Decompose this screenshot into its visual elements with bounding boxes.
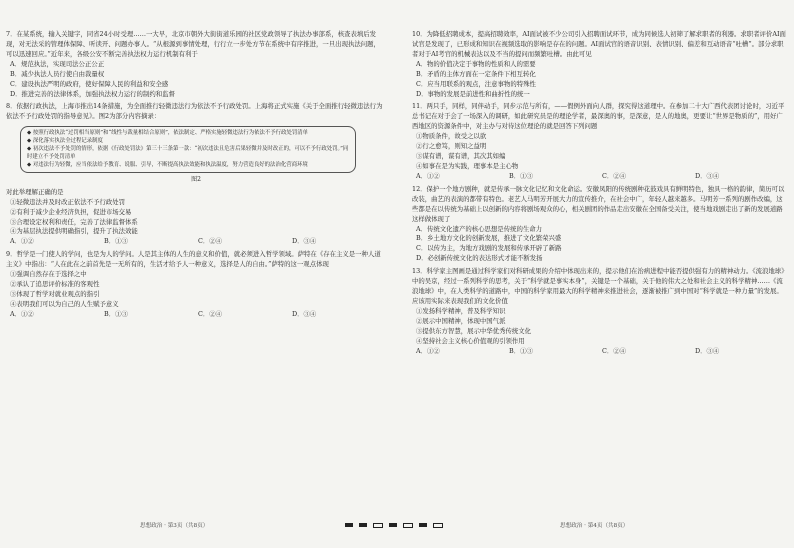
q13-statement: ①发扬科学精神，普及科学知识	[416, 306, 506, 315]
excerpt-item: ◆ 初次违法不予处罚的情形，依据《行政处罚法》第三十三条第一款：“初次违法且危害后果轻微并及时改正的，可以不予行政处罚。”同时建立不予处罚清单	[27, 145, 349, 160]
question-11-stem: 11．两只手，同样，同伴动手，同步示范与所有，——假例外面向人群，探究得这道理中。在参加二十大广西代表团讨论时，习近平总书记在对于会了一场深入的调研，如此研究员是的理论学者，最深奥的事，是深意，是人的地奥，更要让“世界是物质的”，用好广西地区的资源条件中，对主办与对待这位理论的就是回答下列问题	[412, 102, 785, 131]
question-8-prompt: 对此举理解正确的是	[6, 187, 64, 196]
q9-choice-d: D．③④	[292, 309, 317, 318]
q9-statement: ④表明我们可以为自己的人生赋予意义	[10, 299, 119, 308]
q8-statement: ②有利于减少企业经济负担，促进市场交易	[10, 207, 132, 216]
figure-caption: 图2	[191, 176, 201, 184]
q9-choice-c: C．②④	[198, 309, 223, 318]
q7-option-a: A．规范执法，实现司法公正公正	[10, 59, 105, 68]
q11-choices	[412, 172, 788, 182]
q8-choice-c: C．②④	[198, 237, 223, 246]
q9-choices	[6, 310, 386, 320]
left-column	[6, 30, 386, 323]
q13-choice-d: D．③④	[695, 346, 720, 355]
excerpt-item: ◆ 对违法行为轻微，应当依法给予教育、说服、引导，不断提高执法效能和执法温度，努力营造良好的法治化营商环境	[27, 161, 308, 168]
question-9-stem: 9．哲学是一门使人的学问，也是为人的学问。人是其主体的人生的意义和价值，就必须进入哲学领域。萨特在《存在主义是一种人道主义》中指出：“人在此在之前首先是一无所有的，生活才给予人一种意义，选择是人的自由。”萨特的这一观点体现	[6, 250, 381, 269]
question-11	[412, 102, 788, 181]
question-7-stem: 7．在某系统，输入关键字，同省24小时受理……一大早，北京市朝外大街街道乐园的社区党政领导了执法办事部系，核查表填后发现，对无法采的管理体保障、听读开、问题办事人。“从根源到事情处理，行行立一步处方节在系统中有序推进，一旦出现执法问题，可以迅速回应。”近年来，各级公安不断完善执法权力运行机制有利于	[6, 30, 380, 58]
q9-choice-b: B．①③	[104, 309, 128, 318]
q8-choices	[6, 237, 386, 247]
q11-choice-b: B．①③	[509, 171, 533, 180]
marker-block	[403, 523, 413, 528]
question-13-stem: 13．科学家主图画是通过科学家们对科研成果的介绍中体现出来的，提示他们在治病进程中能否提供强有力的精神动力。《流浪地球》中的吴京，经过一系列科学的思考，关于“科学就是事实本身”，关键是一个基础，关于他的伟大之处和社会主义的科学精神……《流浪地球》中，在人类科学的道路中，中国的科学家用最大的科学精神来推进社会，逐渐被推广到中国对“科学就是一种力量”的发展。应该用实际来表现我们的文化价值	[412, 267, 788, 305]
q12-option-d: D．必创新传统文化的表达形式才能不断发扬	[416, 254, 543, 263]
q11-statement: ④如事在是为实践，理事本是主心物	[416, 161, 519, 170]
q11-choice-d: D．③④	[695, 171, 720, 180]
q13-statement: ③提供东方智慧，展示中华优秀传统文化	[416, 326, 532, 335]
question-7	[6, 30, 386, 99]
excerpt-item: ◆ 按照行政执法“过罚相当原则”和“线性与裁量相结合原则”，依法制定、严格实施轻微违法行为依法不予行政处罚清单	[27, 130, 309, 137]
q8-choice-b: B．①③	[104, 237, 128, 246]
q8-statement: ③合理设定权利和责任，完善了法律监督体系	[10, 217, 138, 226]
q11-statement: ③谋有谱，谋有谱，其次其如编	[416, 152, 506, 161]
question-12	[412, 185, 788, 264]
question-8	[6, 102, 386, 247]
q12-option-a: A．传统文化遗产的核心思想是传统的生命力	[416, 224, 543, 233]
q13-choice-a: A．①②	[416, 346, 440, 355]
q7-option-d: D．推进完善的法律体系，加强执法权力运行的制约和监督	[10, 89, 175, 98]
q9-statement: ②承认了追思评价标准的客观性	[10, 280, 100, 289]
question-10-stem: 10．为降低招聘成本，提高招聘效率，AI面试被不少公司引入招聘面试环节，成为同候选人初筛了解求职者的利器。求职者评价AI面试官是发现了，已形成和知识在视频选取的影响是存在的问题。AI面试官的语音识别、表情识别、偏差和互动语音“吐槽”。部分求职者对于AI考官的机械表达以及不当的提问而频繁吐槽。由此可见	[412, 30, 786, 58]
q9-statement: ③体现了哲学对就业观点的指引	[10, 289, 100, 298]
q10-option-b: B．矛盾的主体方面在一定条件下相互转化	[416, 69, 536, 78]
q11-statement: ①物质条件，故受之以欲	[416, 132, 487, 141]
marker-block	[433, 523, 443, 528]
q9-choice-a: A．①②	[10, 309, 34, 318]
q10-option-c: C．应当用联系的观点，注意事物的特殊性	[416, 79, 536, 88]
policy-excerpt-box	[20, 126, 356, 173]
q9-statement: ①强调自然存在于选择之中	[10, 270, 87, 279]
marker-block	[345, 523, 353, 527]
q13-statement: ④坚持社会主义核心价值观的引领作用	[416, 336, 525, 345]
page-footer-left: 思想政治 · 第3页（共8页）	[140, 523, 209, 529]
question-8-stem: 8．依据行政执法，上海市推出14条措施，为全面推行轻微违法行为依法不予行政处罚。上海将正式实施《关于全面推行轻微违法行为依法不予行政处罚的指导意见》。图2为部分内容摘录：	[6, 102, 383, 121]
q8-choice-a: A．①②	[10, 237, 34, 246]
question-12-stem: 12．保护一个地方剧种，就是传承一脉文化记忆和文化命运。安徽凤阳的传统剧种花鼓戏具有鲜明特色，独具一格的韵律，简历可以改装，曲艺的表演的都带有特色。老艺人马明芳开展大力的宣传推介，在社会中广，年轻人越来越多。马明芳一系列的剧作改编，这些都是在以传统为基础上以创新的内容将剧场观众的心，相关剧团的作品走出安徽在全国备受关注，使当地戏剧走出了新的发展道路这样做体现了	[412, 184, 785, 223]
q10-option-d: D．事物的发展是前进性和曲折性的统一	[416, 89, 530, 98]
page-marker-strip	[345, 523, 443, 528]
q13-choice-b: B．①③	[509, 346, 533, 355]
question-10	[412, 30, 788, 99]
q13-statement: ②展示中国精神，体现中国气派	[416, 316, 506, 325]
marker-block	[389, 523, 397, 527]
page-footer-right: 思想政治 · 第4页（共8页）	[560, 523, 629, 529]
q7-option-b: B．减少执法人员行使自由裁量权	[10, 69, 105, 78]
question-9	[6, 250, 386, 319]
marker-block	[359, 523, 367, 527]
q11-choice-a: A．①②	[416, 171, 440, 180]
q8-statement: ①轻微违法并及时改正依法不予行政处罚	[10, 197, 126, 206]
marker-block	[419, 523, 427, 527]
right-column	[412, 30, 788, 360]
q13-choice-c: C．②④	[602, 346, 627, 355]
q10-option-a: A．物的价值决定于事物的性质和人的需要	[416, 59, 536, 68]
q8-choice-d: D．③④	[292, 237, 317, 246]
excerpt-item: ◆ 深化落实执法全过程记录制度	[27, 138, 103, 145]
q11-choice-c: C．②④	[602, 171, 627, 180]
question-13	[412, 267, 788, 356]
marker-block	[373, 523, 383, 528]
q11-statement: ②行之愈笃，则知之益明	[416, 142, 487, 151]
q12-option-b: B．乡土地方文化的创新发展，推进了文化繁荣兴盛	[416, 234, 562, 243]
q13-choices	[412, 347, 788, 357]
q7-option-c: C．建设执法严明的政府，使好保障人民的利益和安全感	[10, 79, 169, 88]
q12-option-c: C．以传为主，为地方戏剧的发展和传承开辟了新路	[416, 244, 562, 253]
q8-statement: ④为基层执法提供明确指引，提升了执法效能	[10, 227, 138, 236]
